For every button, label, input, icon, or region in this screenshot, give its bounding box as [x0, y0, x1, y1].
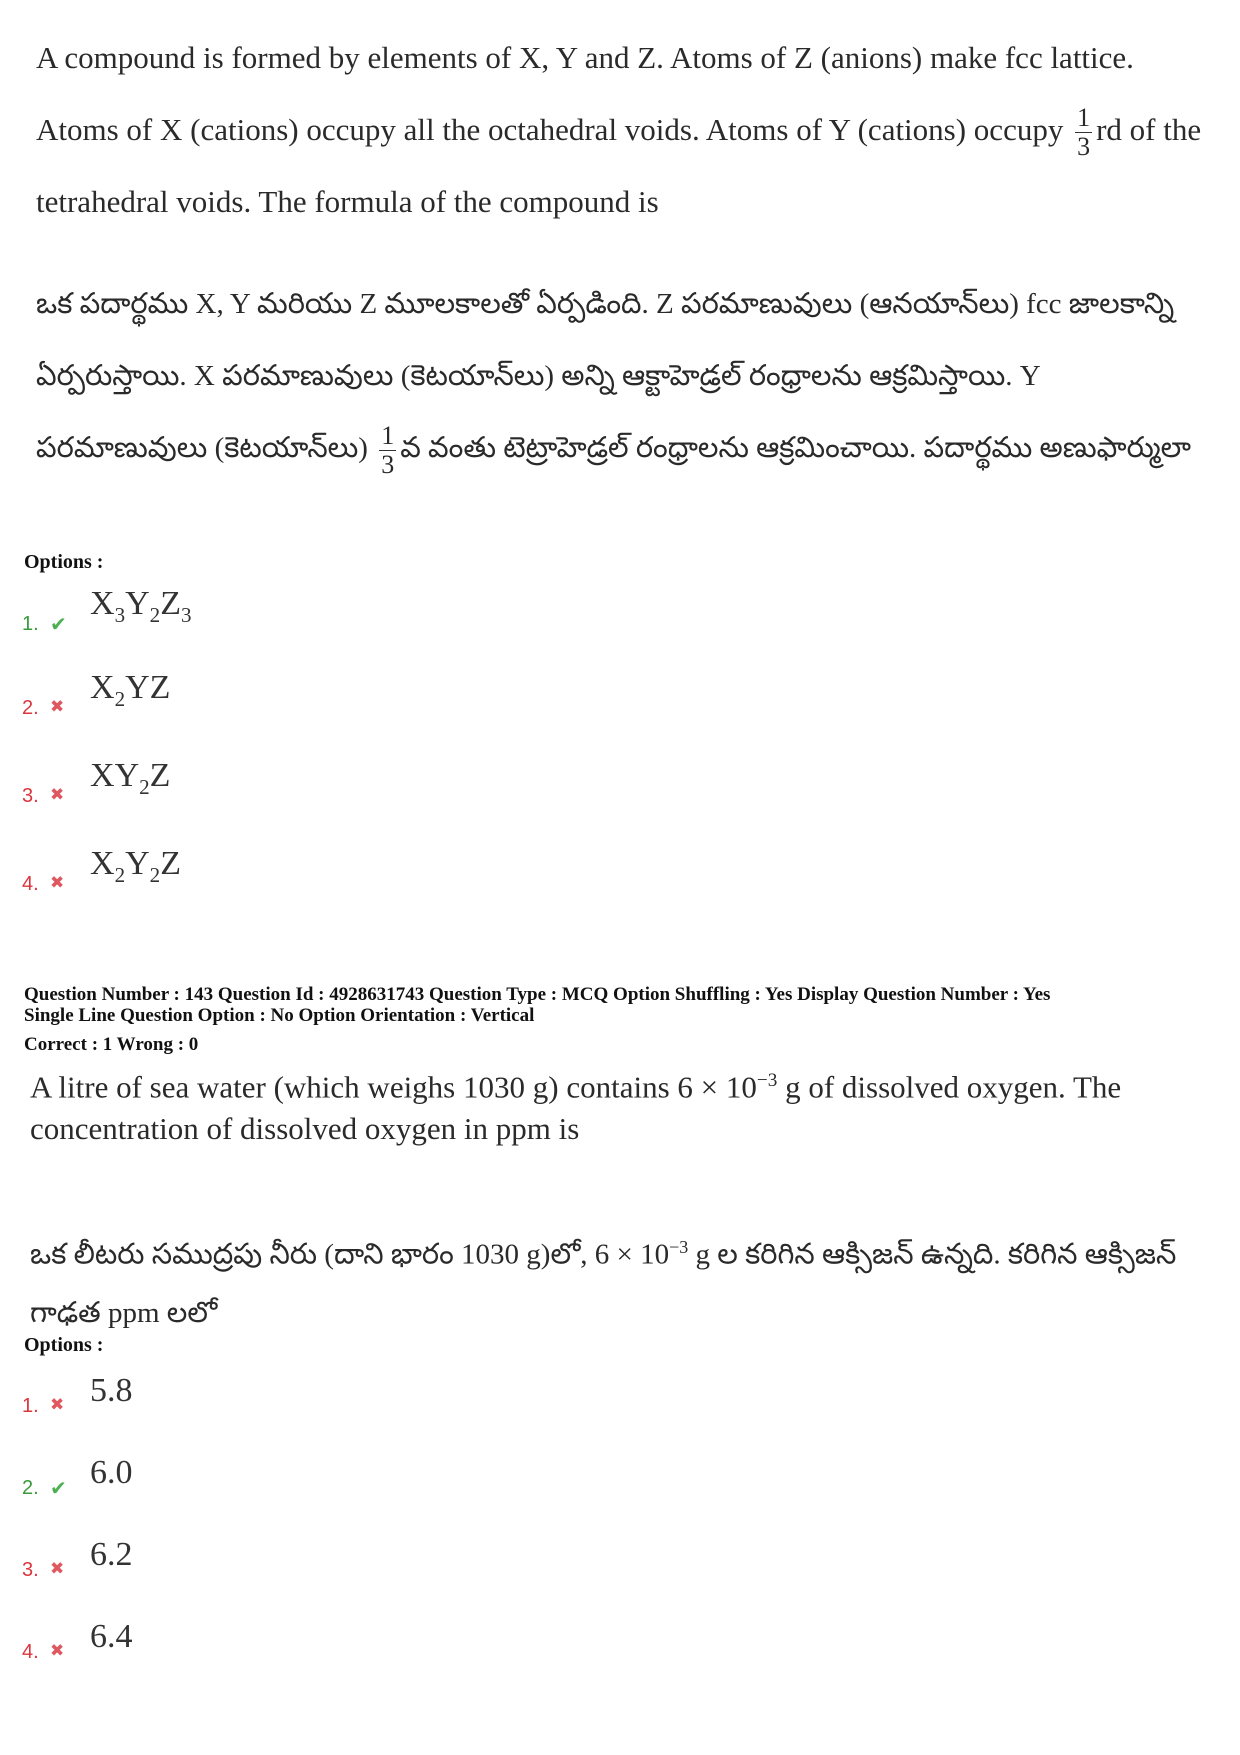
q1-option-3[interactable] [22, 752, 622, 812]
fraction-one-third [1075, 104, 1092, 161]
q1-option-1[interactable] [22, 580, 622, 640]
question-1-telugu-part1: ఒక పదార్థము X, Y మరియు Z మూలకాలతో ఏర్పడింది. Z పరమాణువులు (ఆనయాన్‌లు) fcc జాలకాన్ని ఏర్పరుస్తాయి. X పరమాణువులు (కెటయాన్‌లు) అన్ని ఆక్టాహెడ్రల్ రంధ్రాలను ఆక్రమిస్తాయి. Y పరమాణువులు (కెటయాన్‌లు) [36, 288, 1175, 464]
question-1-english-part1: A compound is formed by elements of X, Y and Z. Atoms of Z (anions) make fcc lattice. Atoms of X (cations) occupy all the octahedral voids. Atoms of Y (cations) occupy [36, 40, 1134, 147]
question-meta-line-2: Single Line Question Option : No Option Orientation : Vertical [24, 1005, 535, 1026]
option-number: 3. [22, 785, 39, 807]
q2-option-3[interactable] [22, 1526, 622, 1586]
exponent: −3 [756, 1070, 778, 1091]
cross-icon: ✖ [50, 1395, 65, 1415]
option-number: 3. [22, 1559, 39, 1581]
option-value: 6.0 [90, 1454, 133, 1491]
cross-icon: ✖ [50, 1559, 65, 1579]
check-icon: ✔ [50, 612, 67, 636]
question-2-english-b: g of dissolved oxygen. The concentration of dissolved oxygen in ppm is [30, 1069, 1122, 1147]
option-value: 5.8 [90, 1372, 133, 1409]
fraction-numerator: 1 [381, 420, 395, 450]
question-2-english-a: A litre of sea water (which weighs 1030 g) contains 6 × 10 [30, 1069, 757, 1105]
fraction-one-third-telugu [379, 422, 396, 479]
question-1-english-part2: rd of the tetrahedral voids. The formula of the compound is [36, 112, 1202, 219]
option-number: 4. [22, 873, 39, 895]
fraction-denominator: 3 [1077, 132, 1091, 162]
option-number: 4. [22, 1641, 39, 1663]
option-value: 6.4 [90, 1618, 133, 1655]
options-label: Options : [24, 1334, 104, 1356]
question-1-telugu-part2: వ వంతు టెట్రాహెడ్రల్ రంధ్రాలను ఆక్రమించాయి. పదార్థము అణుఫార్ములా [400, 432, 1191, 464]
fraction-denominator: 3 [381, 449, 395, 479]
question-2-telugu-b: g ల కరిగిన ఆక్సిజన్ ఉన్నది. కరిగిన ఆక్సిజన్ గాఢత ppm లలో [30, 1238, 1177, 1329]
question-1-english [36, 22, 1206, 238]
q2-option-4[interactable] [22, 1608, 622, 1668]
option-number: 2. [22, 1477, 39, 1499]
exponent: −3 [669, 1237, 689, 1257]
option-formula: $X_2YZ$ [90, 669, 171, 711]
cross-icon: ✖ [50, 785, 65, 805]
q2-option-2[interactable] [22, 1444, 622, 1504]
question-marks: Correct : 1 Wrong : 0 [24, 1034, 199, 1055]
options-label: Options : [24, 551, 104, 573]
option-number: 1. [22, 613, 39, 635]
cross-icon: ✖ [50, 697, 65, 717]
option-value: 6.2 [90, 1536, 133, 1573]
question-meta-line-1: Question Number : 143 Question Id : 4928631743 Question Type : MCQ Option Shuffling : Yes Display Question Number : Yes [24, 984, 1051, 1005]
q1-option-2[interactable] [22, 664, 622, 724]
q2-option-1[interactable] [22, 1362, 622, 1422]
option-formula: $XY_2Z$ [90, 757, 171, 799]
fraction-numerator: 1 [1077, 103, 1091, 133]
cross-icon: ✖ [50, 873, 65, 893]
question-2-telugu [30, 1218, 1200, 1342]
question-2-telugu-a: ఒక లీటరు సముద్రపు నీరు (దాని భారం 1030 g)లో, 6 × 10 [30, 1238, 670, 1271]
q1-option-4[interactable] [22, 840, 622, 900]
option-number: 1. [22, 1395, 39, 1417]
option-formula: $X_3Y_2Z_3$ [90, 585, 192, 627]
question-2-english [30, 1060, 1200, 1150]
check-icon: ✔ [50, 1476, 67, 1500]
option-number: 2. [22, 697, 39, 719]
option-formula: $X_2Y_2Z$ [90, 845, 181, 887]
question-1-telugu [36, 268, 1206, 484]
cross-icon: ✖ [50, 1641, 65, 1661]
